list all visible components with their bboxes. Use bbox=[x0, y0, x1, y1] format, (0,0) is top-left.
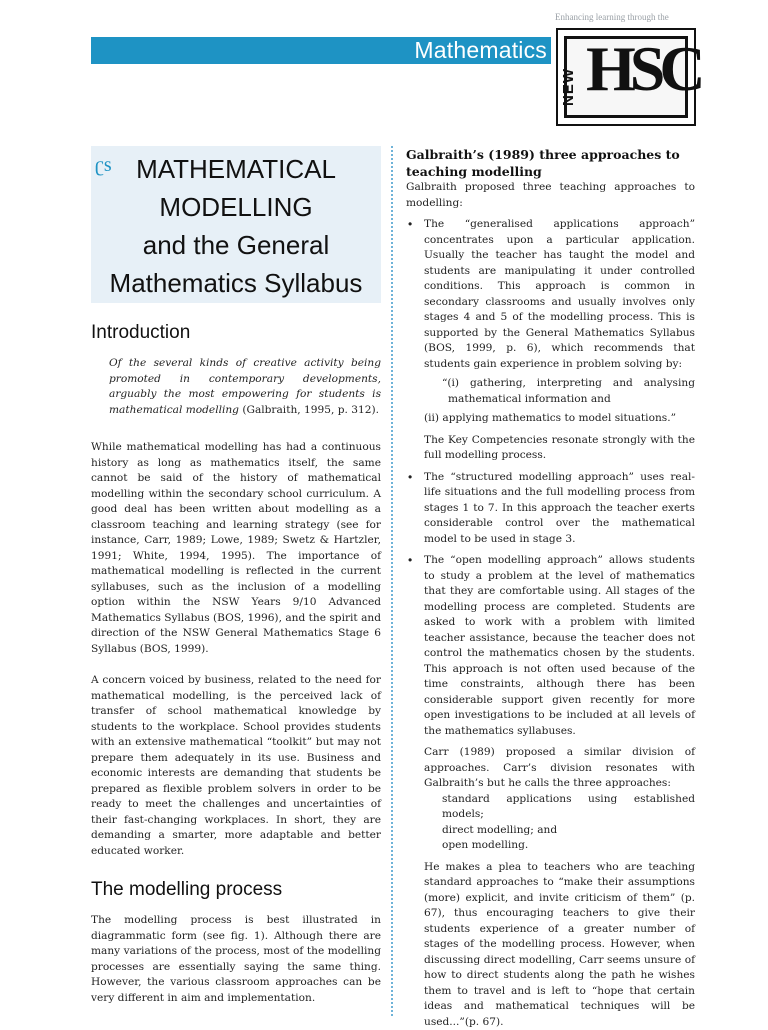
bullet-dot: • bbox=[408, 470, 412, 486]
title-line-4: Mathematics Syllabus bbox=[91, 264, 381, 302]
modelling-process-heading: The modelling process bbox=[91, 877, 381, 903]
banner-title: Mathematics bbox=[414, 37, 547, 64]
bullet-structured-text: The “structured modelling approach” uses real-life situations and the full modelling process from stages 1 to 7. In this approach the teacher exerts considerable control over the mathematical model to be used in stage 3. bbox=[424, 470, 695, 548]
plea-paragraph: He makes a plea to teachers who are teaching standard approaches to “make their assumptions (more) explicit, and invite criticism of them” (p. 67), thus encouraging teachers to give their students experience of a greater number of stages of the modelling process. However, when discussing direct modelling, Carr seems unsure of how to direct students along the path he wishes them to travel and is left to “hope that certain ideas and mathematical techniques will be used...”(p. 67). bbox=[424, 860, 695, 1030]
bullet-structured bbox=[406, 470, 695, 548]
bullet-dot: • bbox=[408, 553, 412, 569]
header-tagline: Enhancing learning through the bbox=[555, 12, 705, 22]
process-paragraph: The modelling process is best illustrated in diagrammatic form (see fig. 1). Although there are many variations of the process, most of the modelling processes are essentially saying the same thing. However, the various classroom approaches can be very different in aim and implementation. bbox=[91, 913, 381, 1006]
title-line-2: MODELLING bbox=[91, 188, 381, 226]
bullet-open-text: The “open modelling approach” allows students to study a problem at the level of mathematics that they are comfortable using. All stages of the modelling process are completed. Students are asked to work with a problem with limited teacher assistance, because the teacher does not control the mathematics chosen by the students. This approach is not often used because of the time constraints, although there has been considerable support given recently for more open investigations to be included at all levels of the mathematics syllabuses. bbox=[424, 553, 695, 739]
carr-item-2: direct modelling; and bbox=[442, 823, 695, 839]
quote-citation: (Galbraith, 1995, p. 312). bbox=[242, 404, 379, 416]
approaches-intro: Galbraith proposed three teaching approaches to modelling: bbox=[406, 180, 695, 211]
right-column bbox=[406, 146, 695, 1030]
bullet-dot: • bbox=[408, 217, 412, 233]
logo-new-text: NEW bbox=[560, 68, 577, 106]
carr-paragraph: Carr (1989) proposed a similar division of approaches. Carr’s division resonates with Galbraith’s but he calls the three approaches: bbox=[424, 745, 695, 792]
carr-list bbox=[424, 792, 695, 854]
carr-item-1: standard applications using established models; bbox=[442, 792, 695, 823]
logo-hsc-text: HSC bbox=[586, 32, 700, 106]
header-banner bbox=[91, 37, 551, 64]
bullet-open bbox=[406, 553, 695, 1030]
title-line-1: MATHEMATICAL bbox=[91, 150, 381, 188]
bullet-generalised-text: The “generalised applications approach” concentrates upon a particular application. Usually the teacher has taught the model and students are manipulating it under controlled conditions. This approach is common in secondary classrooms and usually involves only stages 4 and 5 of the modelling process. This is supported by the General Mathematics Syllabus (BOS, 1999, p. 6), which recommends that students gain experience in problem solving by: bbox=[424, 217, 695, 372]
quote-text: Of the several kinds of creative activity being promoted in contemporary developments, arguably the most empowering for students is mathematical modelling bbox=[109, 357, 381, 416]
intro-paragraph-2: A concern voiced by business, related to the need for mathematical modelling, is the perceived lack of transfer of school mathematical knowledge by students to the workplace. School provides students with an extensive mathematical “toolkit” but may not prepare them adequately in its use. Business and economic interests are demanding that students be prepared as flexible problem solvers in order to be ready to meet the challenges and uncertainties of their fast-changing workplaces. In short, they are demanding a smarter, more adaptable and better educated worker. bbox=[91, 673, 381, 859]
left-column bbox=[91, 320, 381, 1006]
bullet-generalised bbox=[406, 217, 695, 464]
column-divider bbox=[391, 146, 393, 1016]
hsc-logo bbox=[556, 28, 696, 126]
intro-quote bbox=[109, 356, 381, 418]
title-block bbox=[91, 146, 381, 303]
introduction-heading: Introduction bbox=[91, 320, 381, 346]
sub-item-i: “(i) gathering, interpreting and analysing mathematical information and bbox=[424, 376, 695, 407]
article-title bbox=[91, 150, 381, 302]
intro-paragraph-1: While mathematical modelling has had a continuous history as long as mathematics itself, the same cannot be said of the history of mathematical modelling within the secondary school curriculum. A good deal has been written about modelling as a classroom teaching and learning strategy (see for instance, Carr, 1989; Lowe, 1989; Swetz & Hartzler, 1991; White, 1994, 1995). The importance of mathematical modelling is reflected in the current syllabuses, such as the inclusion of a modelling option within the NSW Years 9/10 Advanced Mathematics Syllabus (BOS, 1996), and the spirit and direction of the NSW General Mathematics Stage 6 Syllabus (BOS, 1999). bbox=[91, 440, 381, 657]
carr-item-3: open modelling. bbox=[442, 838, 695, 854]
key-competencies-text: The Key Competencies resonate strongly with the full modelling process. bbox=[424, 433, 695, 464]
title-line-3: and the General bbox=[91, 226, 381, 264]
section-icon: ʗs bbox=[95, 154, 112, 177]
sub-item-ii: (ii) applying mathematics to model situations.” bbox=[424, 411, 695, 427]
approaches-heading: Galbraith’s (1989) three approaches to teaching modelling bbox=[406, 146, 695, 180]
